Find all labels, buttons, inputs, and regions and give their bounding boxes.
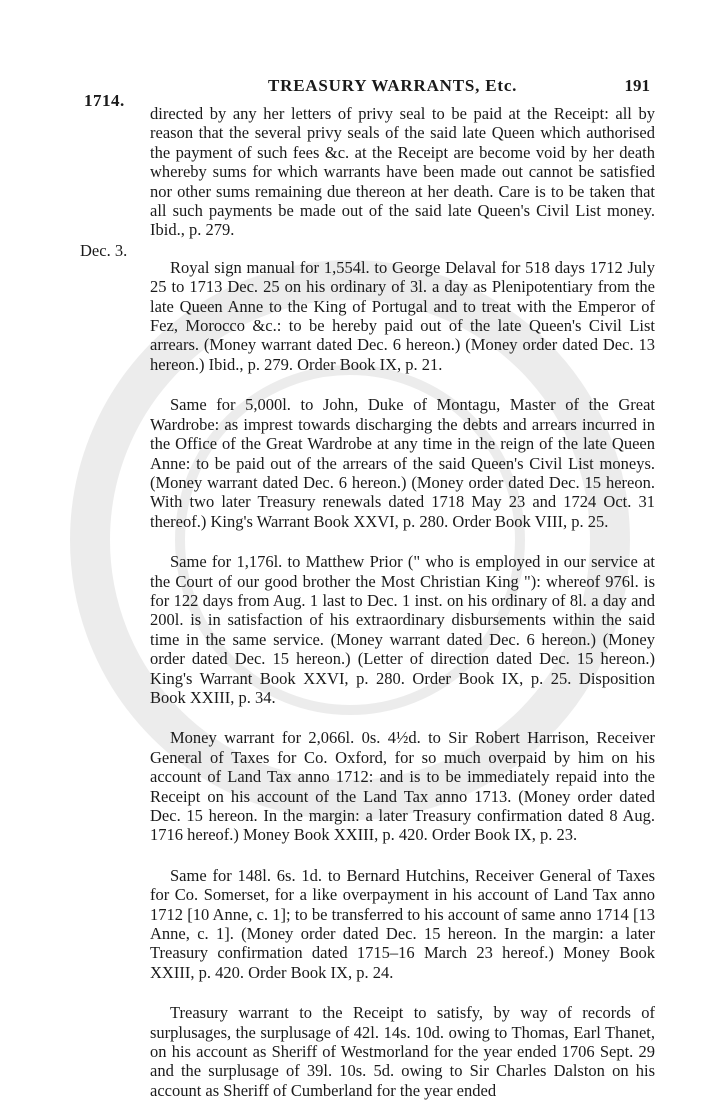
paragraph-continuation: directed by any her letters of privy seal to be paid at the Receipt: all by reason that the several privy seals of the said late Queen which authorised the payment of such fees &c. at the Receipt are become void by her death whereby sums for which warrants have been made out cannot be satisfied nor other sums remaining due thereon at her death. Care is to be taken that all such payments be made out of the said late Queen's Civil List money. Ibid., p. 279. — [150, 104, 655, 240]
paragraph-hutchins: Same for 148l. 6s. 1d. to Bernard Hutchins, Receiver General of Taxes for Co. Somerset, for a like overpayment in his account of Land Tax anno 1712 [10 Anne, c. 1]; to be transferred to his account of same anno 1714 [13 Anne, c. 1]. (Money order dated Dec. 15 hereon. In the margin: a later Treasury confirmation dated 1715–16 March 23 hereof.) Money Book XXIII, p. 420. Order Book IX, p. 24. — [150, 865, 655, 982]
paragraph-delaval: Royal sign manual for 1,554l. to George Delaval for 518 days 1712 July 25 to 1713 Dec. 25 on his ordinary of 3l. a day as Plenipotentiary from the late Queen Anne to the King of Portugal and to treat with the Emperor of Fez, Morocco &c.: to be hereby paid out of the late Queen's Civil List arrears. (Money warrant dated Dec. 6 hereon.) (Money order dated Dec. 13 hereon.) Ibid., p. 279. Order Book IX, p. 21. — [150, 257, 655, 374]
header-title: TREASURY WARRANTS, Etc. — [268, 76, 518, 95]
running-head — [60, 68, 650, 108]
header-year: 1714. — [84, 91, 125, 110]
paragraph-montagu: Same for 5,000l. to John, Duke of Montagu, Master of the Great Wardrobe: as imprest towards discharging the debts and arrears incurred in the Office of the Great Wardrobe at any time in the reign of the late Queen Anne: to be paid out of the arrears of the said Queen's Civil List moneys. (Money warrant dated Dec. 6 hereon.) (Money order dated Dec. 15 hereon. With two later Treasury renewals dated 1718 May 23 and 1724 Oct. 31 thereof.) King's Warrant Book XXVI, p. 280. Order Book VIII, p. 25. — [150, 395, 655, 531]
page-number: 191 — [624, 76, 650, 95]
paragraph-harrison: Money warrant for 2,066l. 0s. 4½d. to Sir Robert Harrison, Receiver General of Taxes for Co. Oxford, for so much overpaid by him on his account of Land Tax anno 1712: and is to be immediately repaid into the Receipt on his account of the Land Tax anno 1713. (Money order dated Dec. 15 hereon. In the margin: a later Treasury confirmation dated 8 Aug. 1716 hereof.) Money Book XXIII, p. 420. Order Book IX, p. 23. — [150, 728, 655, 845]
paragraph-surplusages: Treasury warrant to the Receipt to satisfy, by way of records of surplusages, the surplusage of 42l. 14s. 10d. owing to Thomas, Earl Thanet, on his account as Sheriff of Westmorland for the year ended 1706 Sept. 29 and the surplusage of 39l. 10s. 5d. owing to Sir Charles Dalston on his account as Sheriff of Cumberland for the year ended — [150, 1003, 655, 1100]
paragraph-prior: Same for 1,176l. to Matthew Prior (" who is employed in our service at the Court of our good brother the Most Christian King "): whereof 976l. is for 122 days from Aug. 1 last to Dec. 1 inst. on his ordinary of 8l. a day and 200l. is in satisfaction of his extraordinary disbursements within the said time in the same service. (Money warrant dated Dec. 6 hereon.) (Money order dated Dec. 15 hereon.) (Letter of direction dated Dec. 15 hereon.) King's Warrant Book XXVI, p. 280. Order Book IX, p. 25. Disposition Book XXIII, p. 34. — [150, 552, 655, 707]
document-body — [150, 104, 655, 1100]
margin-date: Dec. 3. — [80, 241, 128, 260]
